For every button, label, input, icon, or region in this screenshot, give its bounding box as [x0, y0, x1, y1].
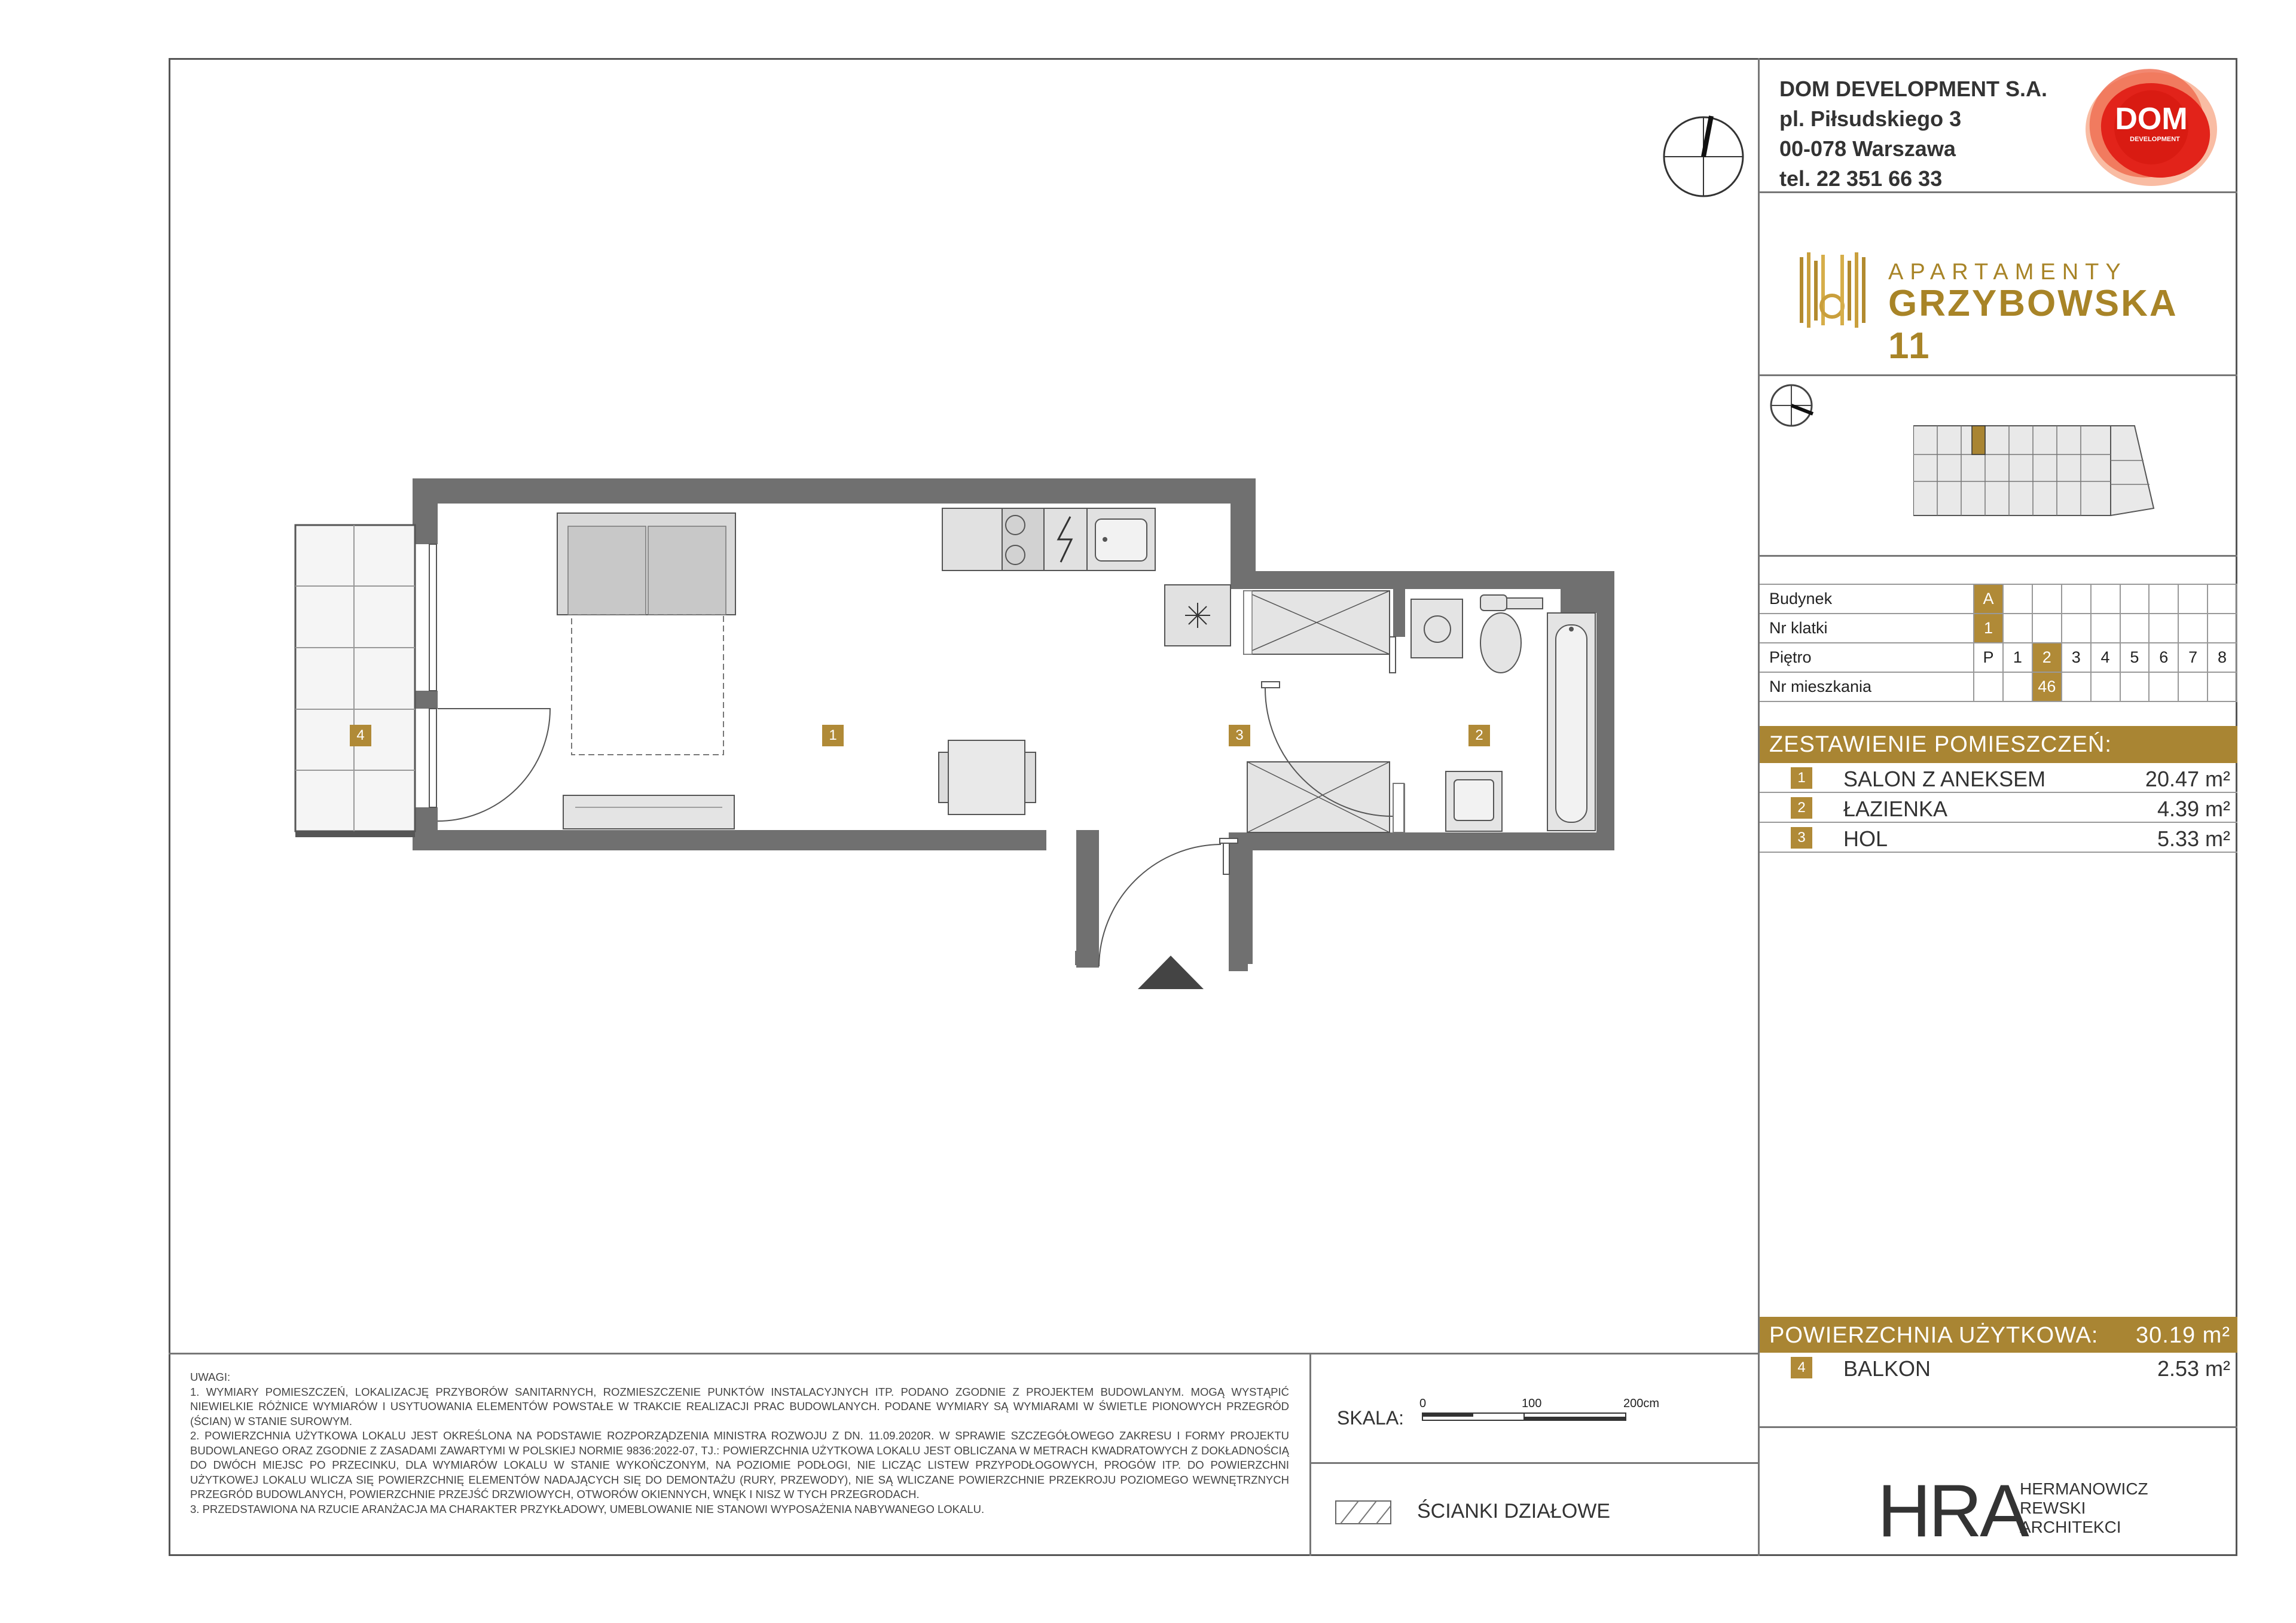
north-compass-icon: [1660, 113, 1747, 200]
plan-room-4-badge: 4: [350, 725, 371, 746]
location-cell: [2178, 614, 2208, 643]
scale-legend-divider: [1309, 1462, 1759, 1464]
project-name-line1: APARTAMENTY: [1888, 260, 2127, 285]
architect-divider: [1758, 1426, 2237, 1428]
location-cell: [2149, 614, 2178, 643]
note-2: 2. POWIERZCHNIA UŻYTKOWA LOKALU JEST OKREŚLONA NA PODSTAWIE ROZPORZĄDZENIA MINISTRA ROZWOJU Z DN. 11.09.2020R. W SPRAWIE SZCZEGÓŁOWEGO ZAKRESU I FORMY PROJEKTU BUDOWLANEGO ORAZ ZGODNIE Z ZASADAMI ZAWARTYMI W POLSKIEJ NORMIE 9836:2022-07, TJ.: POWIERZCHNIA UŻYTKOWA LOKALU JEST OBLICZANA W METRACH KWADRATOWYCH Z DOKŁADNOŚCIĄ DO DWÓCH MIEJSC PO PRZECINKU, DLA WYMIARÓW LOKALU W STANIE WYKOŃCZONYM, NA POZIOMIE PODŁOGI, NIE LICZĄC LISTEW PRZYPODŁOGOWYCH, PROGÓW ITP. DO POWIERZCHNI UŻYTKOWEJ LOKALU WLICZA SIĘ POWIERZCHNIĘ ELEMENTÓW NADAJĄCYCH SIĘ DO DEMONTAŻU (RURY, PRZEWODY), NIE SĄ WLICZANE POWIERZCHNIE PRZEKROJU POZIOMEGO WEWNĘTRZNYCH PRZEGRÓD BUDOWLANYCH, POWIERZCHNIE PRZEJŚĆ DRZWIOWYCH, OTWORÓW OKIENNYCH, WNĘK I NISZ W TYCH PRZEGRODACH.: [190, 1429, 1289, 1500]
location-cell: [2003, 672, 2032, 701]
location-cell: 2: [2032, 643, 2062, 672]
location-cell: 1: [1974, 614, 2003, 643]
location-cell: 5: [2120, 643, 2150, 672]
wardrobe-bottom: [1247, 762, 1390, 832]
architect-abbr: HRA: [1877, 1470, 2027, 1552]
room-name: HOL: [1843, 826, 1888, 851]
company-name: DOM DEVELOPMENT S.A.: [1779, 77, 2048, 101]
location-cell: 7: [2178, 643, 2208, 672]
location-cell: [1974, 672, 2003, 701]
location-cell: 8: [2208, 643, 2237, 672]
project-logo: [1799, 251, 2217, 367]
keyplan-compass-icon: [1767, 382, 1815, 429]
balcony-row: [1760, 1353, 2237, 1381]
plan-room-2-badge: 2: [1468, 725, 1490, 746]
balcony-area: 2.53 m²: [2157, 1356, 2230, 1381]
architect-name-1: HERMANOWICZ: [2020, 1479, 2148, 1498]
location-row: [1760, 672, 2237, 701]
room-row: [1760, 823, 2237, 853]
location-cell: [2062, 584, 2091, 614]
location-cell: 46: [2032, 672, 2062, 701]
location-cell: 4: [2091, 643, 2120, 672]
room-area: 20.47 m²: [2145, 767, 2230, 791]
location-row: [1760, 614, 2237, 643]
location-cell: [2062, 672, 2091, 701]
location-cell: [2032, 614, 2062, 643]
dining-table: [939, 740, 1036, 814]
balcony-name: BALKON: [1843, 1356, 1931, 1381]
location-cell: 3: [2062, 643, 2091, 672]
project-name-line2: GRZYBOWSKA 11: [1888, 283, 2177, 367]
location-cell: [2032, 584, 2062, 614]
location-row-label: Piętro: [1760, 643, 1974, 672]
rooms-section-title: ZESTAWIENIE POMIESZCZEŃ:: [1760, 726, 2237, 763]
kitchenette: [942, 508, 1155, 571]
architect-logo: [1877, 1470, 2164, 1552]
company-street: pl. Piłsudskiego 3: [1779, 106, 1962, 131]
wardrobe-top: [1244, 591, 1390, 654]
plan-room-1-badge: 1: [822, 725, 844, 746]
room-row: [1760, 763, 2237, 793]
room-name: SALON Z ANEKSEM: [1843, 767, 2046, 791]
balcony: [295, 525, 415, 837]
location-cell: A: [1974, 584, 2003, 614]
balcony-badge: 4: [1791, 1357, 1812, 1378]
partition-wall-legend-icon: [1335, 1500, 1392, 1525]
room-row: [1760, 793, 2237, 823]
room-name: ŁAZIENKA: [1843, 797, 1948, 821]
room-number-badge: 2: [1791, 797, 1812, 819]
location-cell: [2091, 614, 2120, 643]
location-cell: [2003, 614, 2032, 643]
keyplan-divider: [1758, 555, 2237, 557]
usable-area-label: POWIERZCHNIA UŻYTKOWA:: [1769, 1323, 2099, 1348]
scale-tick-0: 0: [1419, 1397, 1427, 1410]
notes-scale-divider: [1309, 1353, 1311, 1556]
location-cell: [2149, 672, 2178, 701]
bathtub: [1547, 613, 1595, 831]
location-cell: [2208, 672, 2237, 701]
location-cell: [2003, 584, 2032, 614]
location-row-label: Nr mieszkania: [1760, 672, 1974, 701]
building-key-plan: [1913, 419, 2158, 520]
location-row-label: Budynek: [1760, 584, 1974, 614]
partition-wall-legend-label: ŚCIANKI DZIAŁOWE: [1417, 1500, 1611, 1523]
location-cell: [2178, 584, 2208, 614]
location-cell: [2062, 614, 2091, 643]
notes: [190, 1370, 1289, 1517]
location-row: [1760, 584, 2237, 614]
dom-development-logo: [2081, 65, 2224, 190]
location-row: [1760, 643, 2237, 672]
location-cell: [2208, 584, 2237, 614]
note-1: 1. WYMIARY POMIESZCZEŃ, LOKALIZACJĘ PRZYBORÓW SANITARNYCH, ROZMIESZCZENIE PUNKTÓW INSTALACYJNYCH ITP. PODANO ZGODNIE Z PROJEKTEM BUDOWLANYM. MOGĄ WYSTĄPIĆ NIEWIELKIE RÓŻNICE WYMIARÓW I USYTUOWANIA ELEMENTÓW POWSTAŁE W TRAKCIE REALIZACJI PRAC BUDOWLANYCH. PODANE WYMIARY SĄ WYMIARAMI W ŚWIETLE PIONOWYCH PRZEGRÓD (ŚCIAN) W STANIE SUROWYM.: [190, 1385, 1289, 1427]
company-phone: tel. 22 351 66 33: [1779, 166, 1943, 191]
plan-room-3-badge: 3: [1229, 725, 1250, 746]
location-cell: [2149, 584, 2178, 614]
company-address: [1779, 74, 2047, 194]
notes-divider: [169, 1353, 1759, 1354]
scale-bar: [1422, 1413, 1628, 1422]
architect-name-2: REWSKI: [2020, 1499, 2086, 1517]
project-logo-mark: [1799, 251, 1876, 329]
usable-area-value: 30.19 m²: [2136, 1323, 2230, 1348]
location-cell: [2120, 672, 2150, 701]
location-cell: P: [1974, 643, 2003, 672]
location-cell: [2091, 584, 2120, 614]
location-cell: [2091, 672, 2120, 701]
location-row-label: Nr klatki: [1760, 614, 1974, 643]
location-cell: [2120, 614, 2150, 643]
scale-label: SKALA:: [1337, 1407, 1405, 1429]
location-cell: [2208, 614, 2237, 643]
location-cell: [2178, 672, 2208, 701]
location-table: [1760, 584, 2237, 702]
location-cell: 1: [2003, 643, 2032, 672]
svg-text:DEVELOPMENT: DEVELOPMENT: [2130, 136, 2180, 143]
notes-title: UWAGI:: [190, 1371, 231, 1383]
room-area: 5.33 m²: [2157, 826, 2230, 851]
room-number-badge: 1: [1791, 767, 1812, 789]
sofa-bed: [557, 513, 735, 755]
location-cell: 6: [2149, 643, 2178, 672]
room-number-badge: 3: [1791, 827, 1812, 849]
location-cell: [2120, 584, 2150, 614]
usable-area-bar: [1760, 1317, 2237, 1353]
scale-tick-100: 100: [1522, 1397, 1542, 1410]
svg-text:DOM: DOM: [2115, 102, 2188, 136]
note-3: 3. PRZEDSTAWIONA NA RZUCIE ARANŻACJA MA CHARAKTER PRZYKŁADOWY, UMEBLOWANIE NIE STANOWI WYPOSAŻENIA NABYWANEGO LOKALU.: [190, 1502, 985, 1515]
company-city: 00-078 Warszawa: [1779, 136, 1956, 161]
toilet: [1480, 595, 1543, 673]
project-divider: [1758, 374, 2237, 376]
room-area: 4.39 m²: [2157, 797, 2230, 821]
architect-name-3: ARCHITEKCI: [2020, 1518, 2121, 1536]
scale-tick-200: 200cm: [1623, 1397, 1660, 1410]
